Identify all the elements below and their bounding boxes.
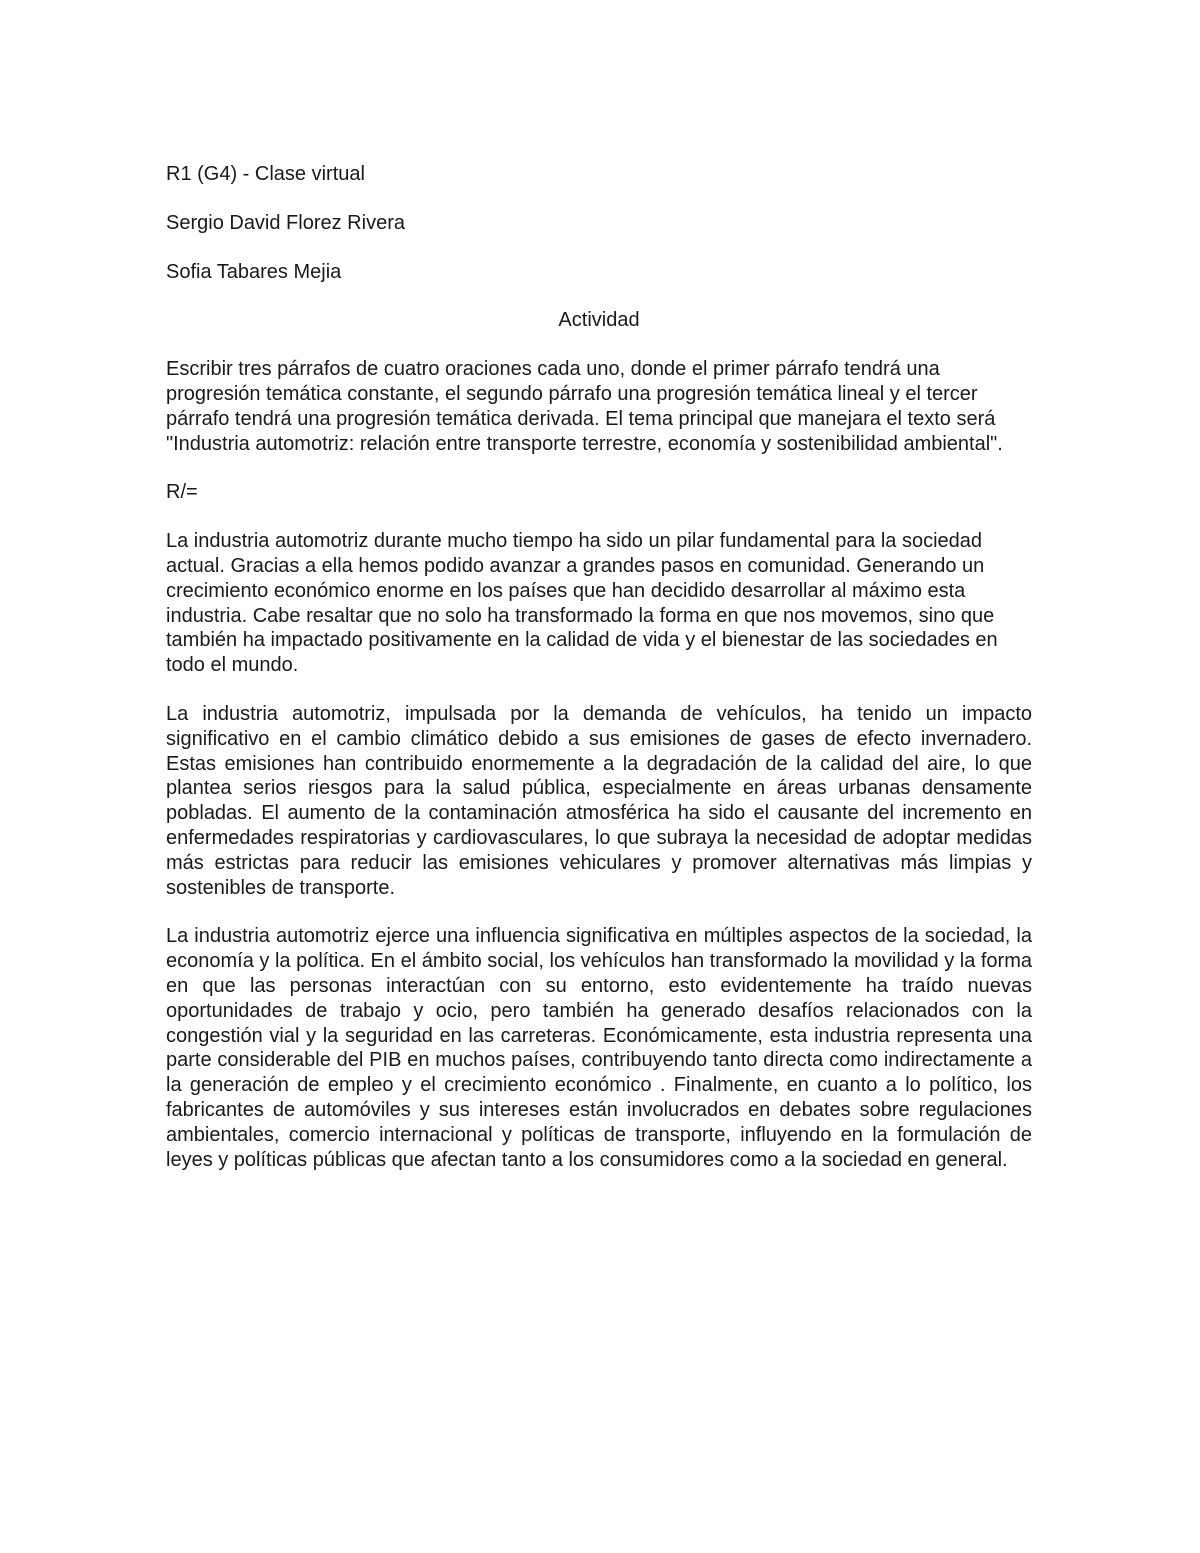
answer-marker: R/= <box>166 481 198 504</box>
course-line: R1 (G4) - Clase virtual <box>166 163 365 185</box>
document-body <box>166 162 1032 1196</box>
paragraph-2: La industria automotriz, impulsada por la demanda de vehículos, ha tenido un impacto significativo en el cambio climático debido a sus emisiones de gases de efecto invernadero. Estas emisiones han contribuido enormemente a la degradación de la calidad del aire, lo que plantea serios riesgos para la salud pública, especialmente en áreas urbanas densamente pobladas. El aumento de la contaminación atmosférica ha sido el causante del incremento en enfermedades respiratorias y cardiovasculares, lo que subraya la necesidad de adoptar medidas más estrictas para reducir las emisiones vehiculares y promover alternativas más limpias y sostenibles de transporte. <box>166 702 1032 899</box>
document-title: Actividad <box>558 309 640 332</box>
instructions-paragraph: Escribir tres párrafos de cuatro oraciones cada uno, donde el primer párrafo tendrá una progresión temática constante, el segundo párrafo una progresión temática lineal y el tercer párrafo tendrá una progresión temática derivada. El tema principal que manejara el texto será "Industria automotriz: relación entre transporte terrestre, economía y sostenibilidad ambiental". <box>166 358 1003 455</box>
paragraph-3: La industria automotriz ejerce una influencia significativa en múltiples aspectos de la sociedad, la economía y la política. En el ámbito social, los vehículos han transformado la movilidad y la forma en que las personas interactúan con su entorno, esto evidentemente ha traído nuevas oportunidades de trabajo y ocio, pero también ha generado desafíos relacionados con la congestión vial y la seguridad en las carreteras. Económicamente, esta industria representa una parte considerable del PIB en muchos países, contribuyendo tanto directa como indirectamente a la generación de empleo y el crecimiento económico . Finalmente, en cuanto a lo político, los fabricantes de automóviles y sus intereses están involucrados en debates sobre regulaciones ambientales, comercio internacional y políticas de transporte, influyendo en la formulación de leyes y políticas públicas que afectan tanto a los consumidores como a la sociedad en general. <box>166 925 1032 1171</box>
author-name-1: Sergio David Florez Rivera <box>166 211 405 234</box>
paragraph-1: La industria automotriz durante mucho tiempo ha sido un pilar fundamental para la sociedad actual. Gracias a ella hemos podido avanzar a grandes pasos en comunidad. Generando un crecimiento económico enorme en los países que han decidido desarrollar al máximo esta industria. Cabe resaltar que no solo ha transformado la forma en que nos movemos, sino que también ha impactado positivamente en la calidad de vida y el bienestar de las sociedades en todo el mundo. <box>166 530 998 677</box>
author-name-2: Sofia Tabares Mejia <box>166 260 342 283</box>
